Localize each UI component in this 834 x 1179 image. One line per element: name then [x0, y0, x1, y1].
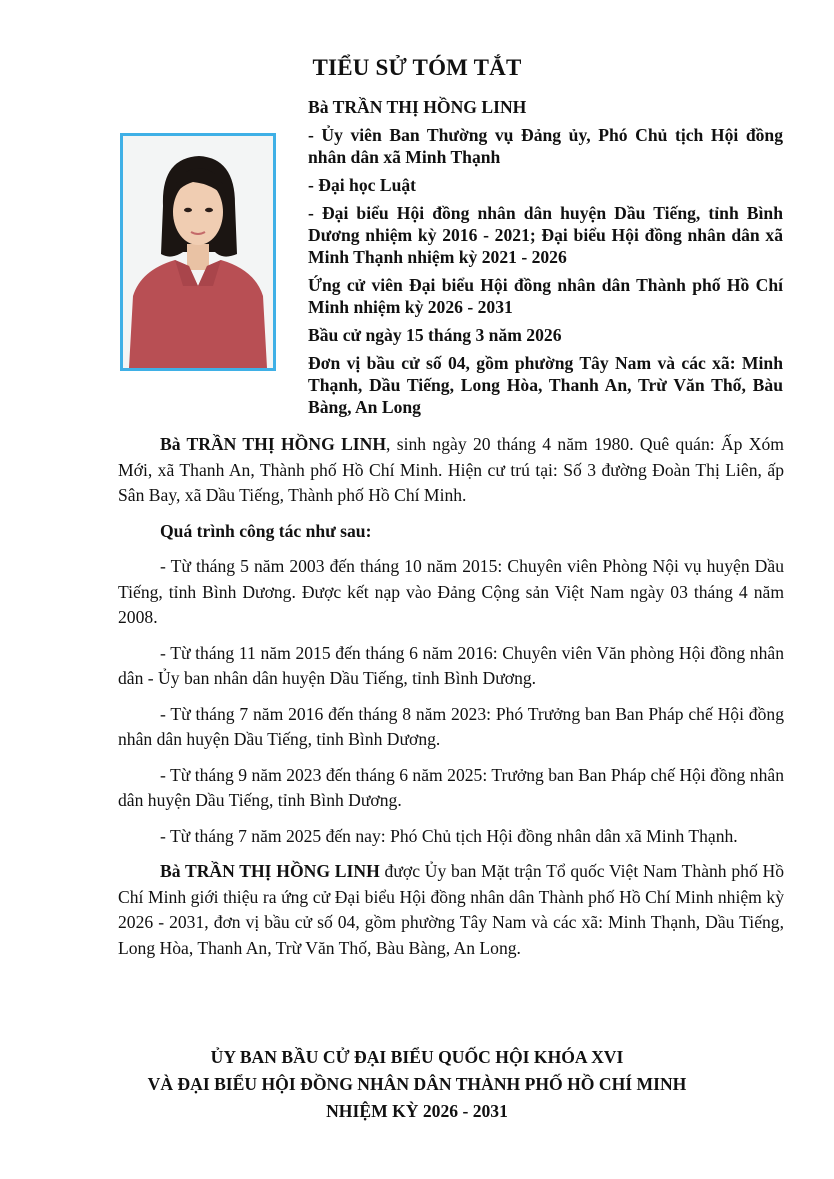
- career-heading: Quá trình công tác như sau:: [160, 520, 372, 541]
- career-item: - Từ tháng 9 năm 2023 đến tháng 6 năm 2025: Trưởng ban Ban Pháp chế Hội đồng nhân dân huyện Dầu Tiếng, tỉnh Bình Dương.: [118, 764, 784, 810]
- candidate-header: [308, 96, 783, 424]
- biography-body: [118, 432, 784, 971]
- candidate-position: - Ủy viên Ban Thường vụ Đảng ủy, Phó Chủ tịch Hội đồng nhân dân xã Minh Thạnh: [308, 125, 783, 167]
- career-item: - Từ tháng 7 năm 2025 đến nay: Phó Chủ tịch Hội đồng nhân dân xã Minh Thạnh.: [160, 825, 738, 846]
- election-date: Bầu cử ngày 15 tháng 3 năm 2026: [308, 325, 562, 345]
- footer-line-3: NHIỆM KỲ 2026 - 2031: [326, 1101, 508, 1121]
- career-item: - Từ tháng 7 năm 2016 đến tháng 8 năm 2023: Phó Trưởng ban Ban Pháp chế Hội đồng nhân dân huyện Dầu Tiếng, tỉnh Bình Dương.: [118, 703, 784, 749]
- candidate-delegate: - Đại biểu Hội đồng nhân dân huyện Dầu Tiếng, tỉnh Bình Dương nhiệm kỳ 2016 - 2021; Đại biểu Hội đồng nhân dân xã Minh Thạnh nhiệm kỳ 2021 - 2026: [308, 203, 783, 267]
- career-item: - Từ tháng 5 năm 2003 đến tháng 10 năm 2015: Chuyên viên Phòng Nội vụ huyện Dầu Tiếng, tỉnh Bình Dương. Được kết nạp vào Đảng Cộng sản Việt Nam ngày 03 tháng 4 năm 2008.: [118, 556, 784, 627]
- electoral-unit: Đơn vị bầu cử số 04, gồm phường Tây Nam và các xã: Minh Thạnh, Dầu Tiếng, Long Hòa, Thanh An, Trừ Văn Thố, Bàu Bàng, An Long: [308, 353, 783, 417]
- candidate-candidacy: Ứng cử viên Đại biểu Hội đồng nhân dân Thành phố Hồ Chí Minh nhiệm kỳ 2026 - 2031: [308, 275, 783, 317]
- closing-paragraph: [118, 859, 784, 961]
- closing-name: Bà TRẦN THỊ HỒNG LINH: [160, 861, 380, 881]
- document-title: TIỂU SỬ TÓM TẮT: [312, 55, 522, 80]
- intro-paragraph: [118, 432, 784, 509]
- intro-name: Bà TRẦN THỊ HỒNG LINH: [160, 434, 387, 454]
- candidate-name: Bà TRẦN THỊ HỒNG LINH: [308, 97, 527, 117]
- footer-line-1: ỦY BAN BẦU CỬ ĐẠI BIỂU QUỐC HỘI KHÓA XVI: [210, 1047, 624, 1067]
- portrait-photo: [120, 133, 276, 371]
- career-item: - Từ tháng 11 năm 2015 đến tháng 6 năm 2016: Chuyên viên Văn phòng Hội đồng nhân dân - Ủy ban nhân dân huyện Dầu Tiếng, tỉnh Bình Dương.: [118, 642, 784, 688]
- candidate-education: - Đại học Luật: [308, 175, 417, 195]
- intro-text: , sinh ngày 20 tháng 4 năm 1980. Quê quán: Ấp Xóm Mới, xã Thanh An, Thành phố Hồ Chí Minh. Hiện cư trú tại: Số 3 đường Đoàn Thị Liên, ấp Sân Bay, xã Dầu Tiếng, Thành phố Hồ Chí Minh.: [118, 434, 784, 505]
- closing-text: được Ủy ban Mặt trận Tổ quốc Việt Nam Thành phố Hồ Chí Minh giới thiệu ra ứng cử Đại biểu Hội đồng nhân dân Thành phố Hồ Chí Minh nhiệm kỳ 2026 - 2031, đơn vị bầu cử số 04, gồm phường Tây Nam và các xã: Minh Thạnh, Dầu Tiếng, Long Hòa, Thanh An, Trừ Văn Thố, Bàu Bàng, An Long.: [118, 861, 785, 958]
- issuing-committee: [0, 1044, 834, 1125]
- footer-line-2: VÀ ĐẠI BIỂU HỘI ĐỒNG NHÂN DÂN THÀNH PHỐ HỒ CHÍ MINH: [147, 1074, 687, 1094]
- portrait-image: [123, 136, 273, 368]
